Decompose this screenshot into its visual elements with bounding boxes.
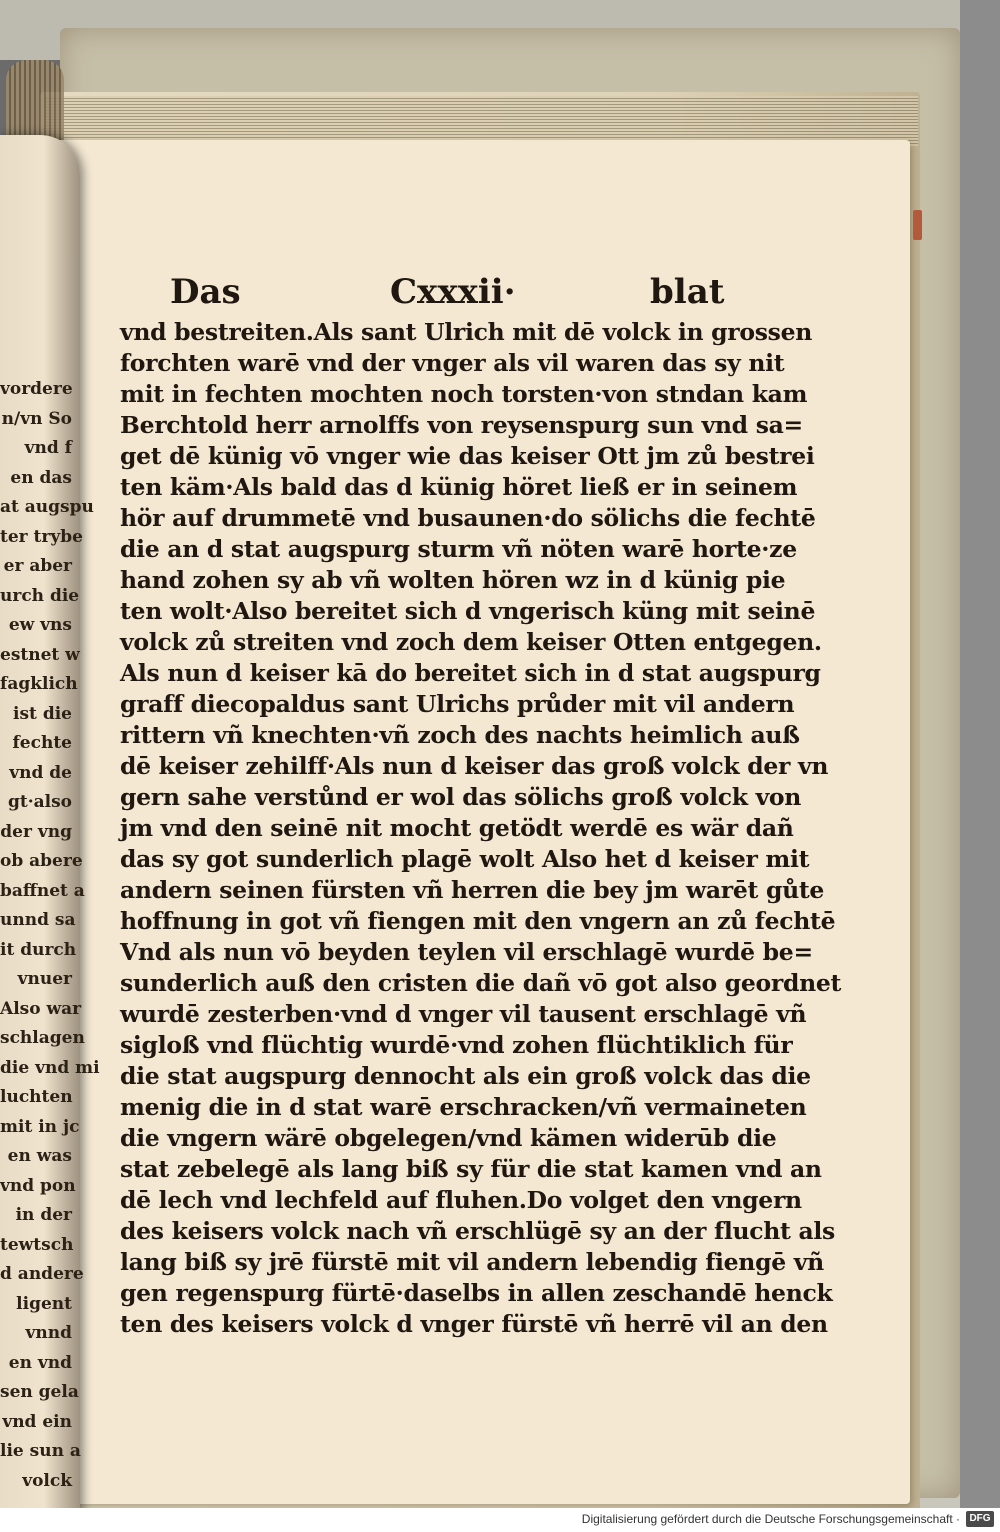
text-line: andern seinen fürsten vñ herren die bey jm warēt gůte: [120, 876, 825, 904]
text-line: Vnd als nun vō beyden teylen vil erschlagē wurdē be=: [120, 938, 813, 966]
verso-line-fragment: d andere: [0, 1264, 84, 1284]
folio-number: Cxxxii·: [390, 272, 516, 312]
running-head-left: Das: [170, 272, 241, 312]
text-line: mit in fechten mochten noch torsten·von stndan kam: [120, 380, 808, 408]
verso-line-fragment: urch die: [0, 585, 80, 606]
verso-line-fragment: en vnd: [8, 1352, 72, 1373]
text-line: hoffnung in got vñ fiengen mit den vngern an zů fechtē: [120, 907, 836, 935]
verso-line-fragment: at augspu: [0, 497, 94, 517]
text-line: vnd bestreiten.Als sant Ulrich mit dē volck in grossen: [120, 318, 813, 346]
text-line: hör auf drummetē vnd busaunen·do sölichs die fechtē: [120, 504, 816, 532]
text-line: rittern vñ knechten·vñ zoch des nachts heimlich auß: [120, 721, 800, 749]
verso-line-fragment: vnd pon: [0, 1175, 76, 1196]
text-line: ten käm·Als bald das d künig höret ließ er in seinem: [120, 473, 798, 501]
verso-line-fragment: vnd de: [9, 762, 72, 783]
text-line: ten wolt·Also bereitet sich d vngerisch küng mit seinē: [120, 597, 816, 625]
text-line: Berchtold herr arnolffs von reysenspurg sun vnd sa=: [120, 411, 803, 439]
verso-line-fragment: unnd sa: [0, 910, 76, 930]
text-line: stat zebelegē als lang biß sy für die stat kamen vnd an: [120, 1155, 822, 1183]
text-line: des keisers volck nach vñ erschlügē sy an der flucht als: [120, 1217, 835, 1245]
red-page-edge-mark: [913, 210, 922, 240]
verso-line-fragment: mit in jc: [0, 1116, 80, 1137]
running-head-right: blat: [650, 272, 725, 312]
verso-line-fragment: Also war: [0, 998, 82, 1019]
text-line: die an d stat augspurg sturm vñ nöten warē horte·ze: [120, 535, 797, 563]
text-line: forchten warē vnd der vnger als vil waren das sy nit: [120, 349, 785, 377]
verso-line-fragment: ist die: [13, 703, 72, 724]
backdrop-right: [960, 0, 1000, 1532]
text-line: hand zohen sy ab vñ wolten hören wz in d künig pie: [120, 566, 786, 594]
text-line: das sy got sunderlich plagē wolt Also het d keiser mit: [120, 845, 810, 873]
dfg-logo: DFG: [966, 1511, 994, 1527]
verso-line-fragment: er aber: [3, 556, 72, 576]
verso-line-fragment: n/vn So: [1, 408, 72, 429]
verso-line-fragment: in der: [15, 1205, 72, 1225]
text-line: volck zů streiten vnd zoch dem keiser Otten entgegen.: [120, 628, 822, 656]
verso-text-fragments: [0, 375, 100, 1496]
text-line: gen regenspurg fürtē·daselbs in allen zeschandē henck: [120, 1279, 833, 1307]
text-line: gern sahe verstůnd er wol das sölichs groß volck von: [120, 783, 802, 811]
verso-line-fragment: schlagen: [0, 1028, 85, 1048]
footer-bar: [0, 1508, 1000, 1532]
verso-line-fragment: ligent: [16, 1293, 72, 1314]
verso-line-fragment: estnet w: [0, 644, 80, 665]
text-line: graff diecopaldus sant Ulrichs průder mit vil andern: [120, 690, 795, 718]
verso-line-fragment: volck: [22, 1470, 72, 1491]
verso-line-fragment: vnd f: [24, 438, 72, 458]
body-text: [120, 317, 842, 1340]
text-line: lang biß sy jrē fürstē mit vil andern lebendig fiengē vñ: [120, 1248, 824, 1276]
text-line: sunderlich auß den cristen die dañ vō got also geordnet: [120, 969, 842, 997]
verso-line-fragment: lie sun a: [0, 1441, 81, 1461]
verso-line-fragment: it durch: [0, 939, 77, 960]
verso-line-fragment: vnnd: [25, 1323, 72, 1343]
verso-line-fragment: vordere: [0, 379, 73, 399]
verso-line-fragment: vnd ein: [2, 1411, 72, 1432]
verso-line-fragment: ter trybe: [0, 526, 83, 547]
text-line: ten des keisers volck d vnger fürstē vñ herrē vil an den: [120, 1310, 828, 1338]
text-line: die vngern wärē obgelegen/vnd kämen widerūb die: [120, 1124, 777, 1152]
text-line: get dē künig vō vnger wie das keiser Ott jm zů bestrei: [120, 442, 815, 470]
verso-line-fragment: ew vns: [8, 615, 72, 635]
verso-line-fragment: luchten: [0, 1087, 73, 1107]
headband: [6, 60, 64, 140]
verso-line-fragment: der vng: [0, 821, 72, 842]
verso-page-curl: [0, 135, 100, 1517]
running-head: [120, 272, 725, 318]
verso-line-fragment: baffnet a: [0, 880, 85, 901]
verso-line-fragment: ob abere: [0, 851, 83, 871]
text-line: menig die in d stat warē erschracken/vñ vermaineten: [120, 1093, 807, 1121]
verso-line-fragment: vnuer: [17, 969, 72, 989]
verso-line-fragment: die vnd mi: [0, 1057, 100, 1078]
text-line: jm vnd den seinē nit mocht getödt werdē es wär dañ: [120, 814, 794, 842]
verso-line-fragment: gt·also: [7, 792, 72, 812]
verso-line-fragment: en das: [10, 467, 72, 488]
verso-line-fragment: en was: [7, 1146, 72, 1166]
text-line: sigloß vnd flüchtig wurdē·vnd zohen flüchtiklich für: [120, 1031, 793, 1059]
verso-line-fragment: tewtsch: [0, 1234, 74, 1255]
text-line: die stat augspurg dennocht als ein groß volck das die: [120, 1062, 811, 1090]
text-line: wurdē zesterben·vnd d vnger vil tausent erschlagē vñ: [120, 1000, 807, 1028]
page-edges: [44, 96, 918, 146]
text-line: dē keiser zehilff·Als nun d keiser das groß volck der vn: [120, 752, 829, 780]
text-line: dē lech vnd lechfeld auf fluhen.Do volget den vngern: [120, 1186, 802, 1214]
verso-line-fragment: fechte: [12, 733, 72, 753]
verso-line-fragment: fagklich: [0, 674, 78, 694]
text-line: Als nun d keiser kā do bereitet sich in d stat augspurg: [120, 659, 821, 687]
verso-line-fragment: sen gela: [0, 1382, 79, 1402]
digitization-credit: Digitalisierung gefördert durch die Deutsche Forschungsgemeinschaft ·: [581, 1512, 960, 1526]
